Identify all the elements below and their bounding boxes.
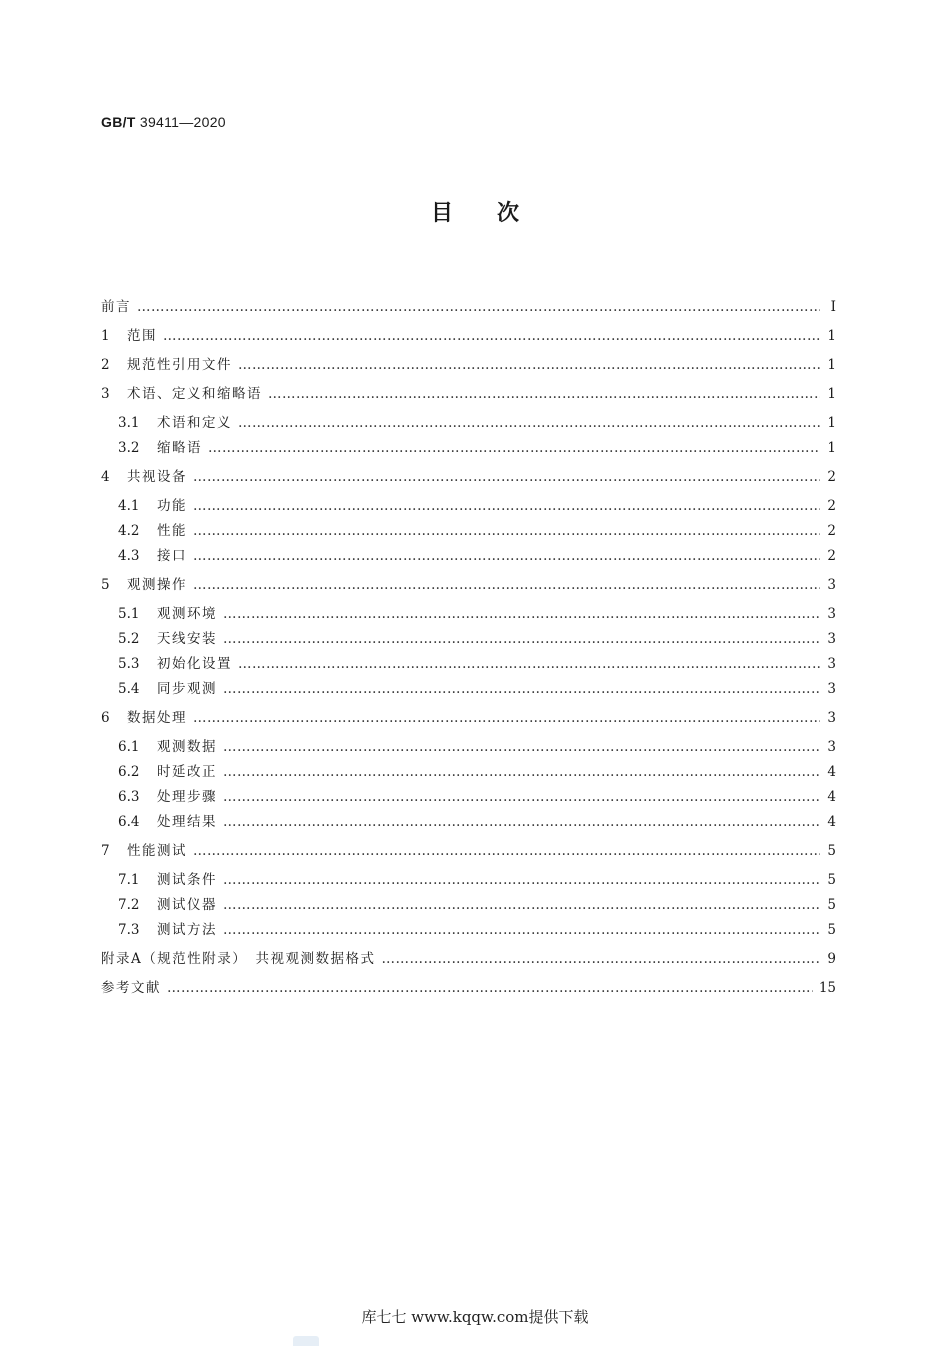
toc-entry-label: 时延改正 [157, 764, 217, 780]
toc-entry-6[interactable] [101, 707, 836, 729]
standard-code-prefix: GB/T [101, 114, 136, 130]
toc-entry-label: 观测环境 [157, 606, 217, 622]
toc-entry-label: 功能 [157, 498, 187, 514]
download-footer: 库七七 www.kqqw.com提供下载 [361, 1308, 589, 1326]
toc-leader-dots [163, 325, 820, 347]
toc-entry-label: 数据处理 [127, 710, 187, 726]
toc-entry-5-3[interactable] [118, 653, 836, 675]
toc-entry-label: 缩略语 [157, 440, 202, 456]
toc-entry-label: 接口 [157, 548, 187, 564]
toc-entry-label: 测试条件 [157, 872, 217, 888]
toc-entry-foreword[interactable] [101, 296, 836, 318]
toc-entry-page: 3 [827, 710, 836, 726]
standard-code [101, 114, 226, 130]
toc-entry-number: 2 [101, 357, 110, 373]
toc-entry-3-2[interactable] [118, 437, 836, 459]
toc-entry-page: 1 [827, 328, 836, 344]
toc-entry-page: 1 [827, 386, 836, 402]
toc-entry-page: 2 [827, 498, 836, 514]
toc-leader-dots [223, 869, 820, 891]
toc-entry-5[interactable] [101, 574, 836, 596]
toc-entry-label: 观测操作 [127, 577, 187, 593]
toc-entry-number: 5.1 [118, 606, 140, 622]
toc-entry-label: 术语、定义和缩略语 [127, 386, 262, 402]
page-title: 目次 [430, 201, 563, 226]
toc-entry-label: 处理结果 [157, 814, 217, 830]
toc-entry-5-4[interactable] [118, 678, 836, 700]
toc-entry-page: 2 [827, 548, 836, 564]
toc-entry-label: 同步观测 [157, 681, 217, 697]
toc-entry-6-3[interactable] [118, 786, 836, 808]
toc-entry-label: 前言 [101, 299, 131, 315]
toc-leader-dots [223, 919, 820, 941]
toc-leader-dots [238, 412, 820, 434]
toc-entry-number: 5.3 [118, 656, 140, 672]
toc-entry-page: 3 [827, 681, 836, 697]
toc-leader-dots [223, 628, 820, 650]
toc-entry-number: 4 [101, 469, 110, 485]
toc-entry-4[interactable] [101, 466, 836, 488]
toc-entry-7-3[interactable] [118, 919, 836, 941]
toc-leader-dots [193, 840, 820, 862]
toc-leader-dots [238, 653, 820, 675]
toc-entry-page: 3 [827, 656, 836, 672]
toc-entry-label: 观测数据 [157, 739, 217, 755]
toc-leader-dots [208, 437, 820, 459]
toc-entry-5-2[interactable] [118, 628, 836, 650]
toc-entry-7[interactable] [101, 840, 836, 862]
toc-entry-page: 1 [827, 415, 836, 431]
toc-entry-page: 5 [827, 897, 836, 913]
toc-leader-dots [223, 811, 820, 833]
toc-entry-label: 测试仪器 [157, 897, 217, 913]
toc-entry-number: 7 [101, 843, 110, 859]
toc-entry-number: 7.2 [118, 897, 140, 913]
toc-leader-dots [193, 545, 820, 567]
toc-entry-label: 性能 [157, 523, 187, 539]
toc-entry-page: 15 [818, 980, 836, 996]
toc-entry-number: 4.1 [118, 498, 140, 514]
toc-entry-7-1[interactable] [118, 869, 836, 891]
toc-entry-4-2[interactable] [118, 520, 836, 542]
toc-entry-number: 6.4 [118, 814, 140, 830]
toc-entry-number: 6 [101, 710, 110, 726]
toc-entry-2[interactable] [101, 354, 836, 376]
toc-leader-dots [193, 520, 820, 542]
toc-entry-page: 3 [827, 606, 836, 622]
toc-leader-dots [137, 296, 820, 318]
toc-entry-page: 1 [827, 357, 836, 373]
toc-entry-label: 规范性引用文件 [127, 357, 232, 373]
toc-entry-label: 范围 [127, 328, 157, 344]
toc-entry-3[interactable] [101, 383, 836, 405]
toc-entry-page: 4 [827, 814, 836, 830]
toc-leader-dots [167, 977, 813, 999]
toc-entry-page: 4 [827, 764, 836, 780]
toc-leader-dots [382, 948, 821, 970]
toc-entry-references[interactable] [101, 977, 836, 999]
toc-entry-page: 2 [827, 469, 836, 485]
toc-entry-number: 3.1 [118, 415, 140, 431]
toc-entry-page: Ⅰ [830, 299, 836, 315]
toc-entry-number: 6.3 [118, 789, 140, 805]
toc-entry-page: 3 [827, 739, 836, 755]
toc-entry-number: 5.4 [118, 681, 140, 697]
toc-leader-dots [223, 678, 820, 700]
toc-entry-page: 5 [827, 872, 836, 888]
toc-entry-number: 1 [101, 328, 110, 344]
toc-entry-page: 5 [827, 922, 836, 938]
toc-entry-page: 4 [827, 789, 836, 805]
toc-leader-dots [238, 354, 820, 376]
toc-entry-number: 7.1 [118, 872, 140, 888]
toc-entry-6-2[interactable] [118, 761, 836, 783]
toc-entry-4-1[interactable] [118, 495, 836, 517]
toc-leader-dots [193, 707, 820, 729]
toc-entry-number: 6.2 [118, 764, 140, 780]
toc-entry-label: 初始化设置 [157, 656, 232, 672]
toc-entry-appendix-a[interactable] [101, 948, 836, 970]
toc-entry-page: 9 [827, 951, 836, 967]
toc-entry-page: 2 [827, 523, 836, 539]
toc-leader-dots [193, 574, 820, 596]
toc-entry-label: 处理步骤 [157, 789, 217, 805]
toc-entry-label: 共视设备 [127, 469, 187, 485]
toc-leader-dots [193, 495, 820, 517]
toc-leader-dots [268, 383, 820, 405]
toc-entry-number: 4.2 [118, 523, 140, 539]
toc-entry-label: 参考文献 [101, 980, 161, 996]
toc-entry-label: 天线安装 [157, 631, 217, 647]
toc-entry-6-4[interactable] [118, 811, 836, 833]
toc-entry-number: 6.1 [118, 739, 140, 755]
toc-entry-number: 7.3 [118, 922, 140, 938]
toc-entry-number: 3 [101, 386, 110, 402]
toc-entry-label: 性能测试 [127, 843, 187, 859]
toc-leader-dots [223, 603, 820, 625]
toc-entry-page: 1 [827, 440, 836, 456]
toc-entry-label: 术语和定义 [157, 415, 232, 431]
toc-entry-4-3[interactable] [118, 545, 836, 567]
toc-entry-number: 3.2 [118, 440, 140, 456]
toc-leader-dots [223, 736, 820, 758]
toc-entry-page: 5 [827, 843, 836, 859]
toc-leader-dots [193, 466, 820, 488]
toc-entry-6-1[interactable] [118, 736, 836, 758]
toc-entry-page: 3 [827, 577, 836, 593]
standard-code-number: 39411—2020 [139, 114, 226, 130]
toc-entry-number: 5 [101, 577, 110, 593]
toc-leader-dots [223, 894, 820, 916]
toc-leader-dots [223, 786, 820, 808]
toc-entry-number: 4.3 [118, 548, 140, 564]
toc-entry-1[interactable] [101, 325, 836, 347]
toc-entry-3-1[interactable] [118, 412, 836, 434]
toc-entry-page: 3 [827, 631, 836, 647]
toc-entry-label: 测试方法 [157, 922, 217, 938]
toc-entry-5-1[interactable] [118, 603, 836, 625]
toc-leader-dots [223, 761, 820, 783]
toc-entry-number: 5.2 [118, 631, 140, 647]
toc-entry-7-2[interactable] [118, 894, 836, 916]
page-corner-mark [293, 1336, 319, 1346]
toc-entry-label: 附录A（规范性附录） 共视观测数据格式 [101, 951, 376, 967]
